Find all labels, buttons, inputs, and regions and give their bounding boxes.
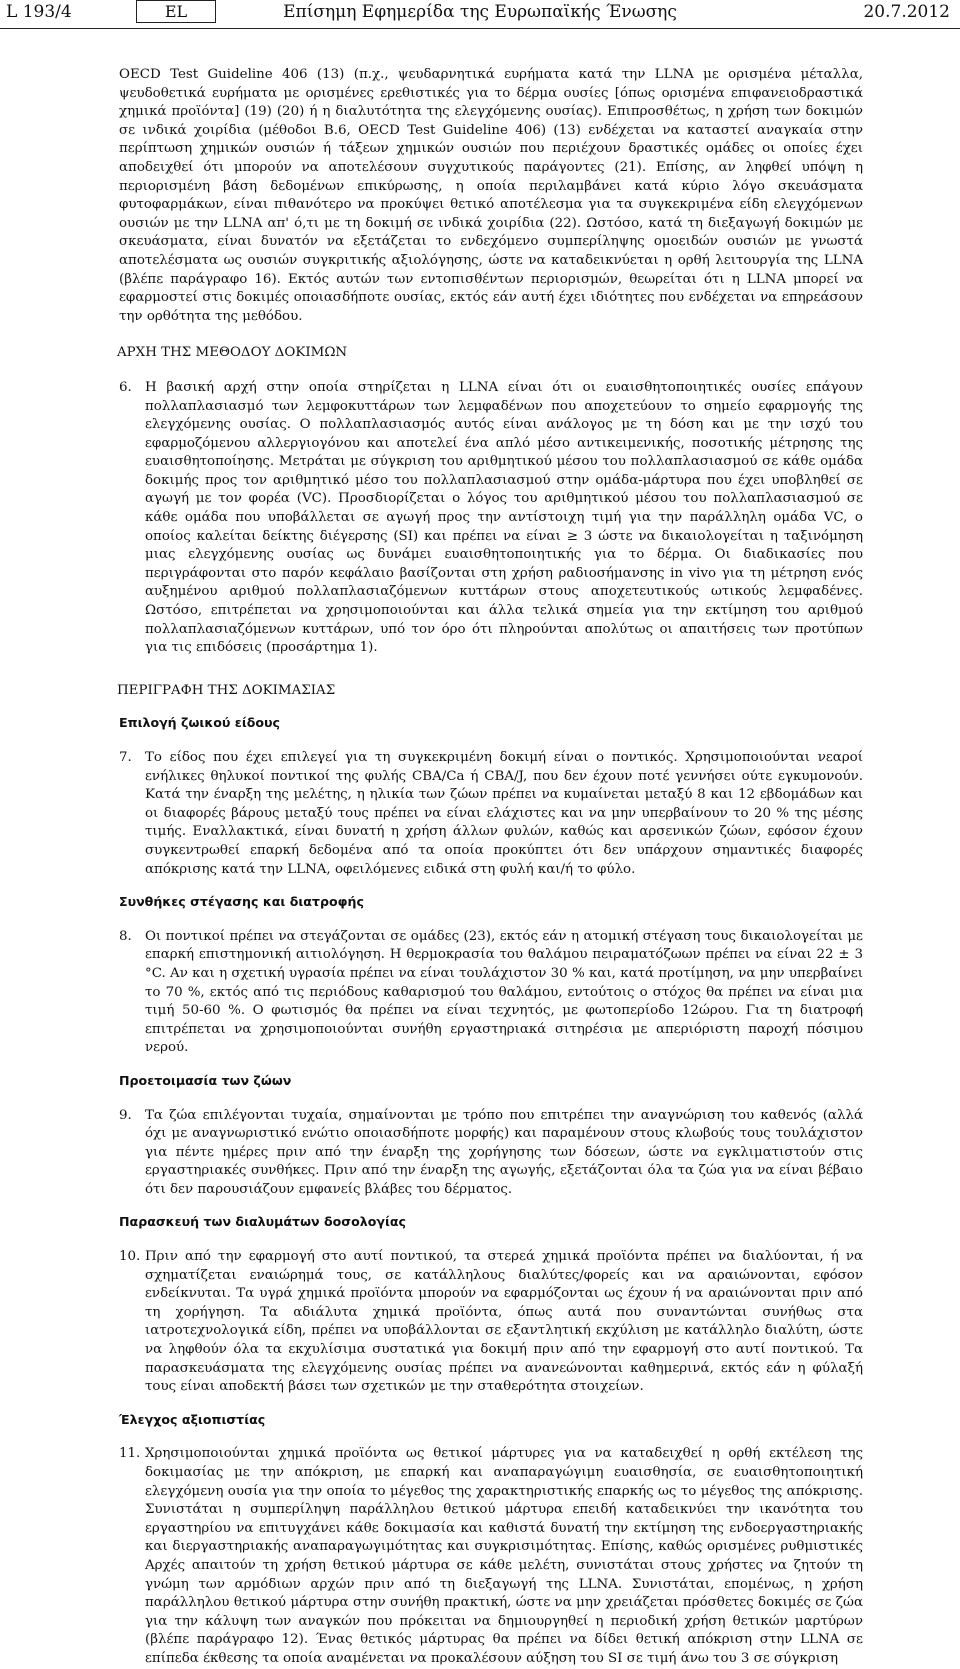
- subhead-reliability: Έλεγχος αξιοπιστίας: [119, 1411, 266, 1427]
- paragraph-number: 9.: [119, 1107, 132, 1123]
- paragraph-number: 8.: [119, 928, 132, 944]
- paragraph-11: [119, 1445, 863, 1668]
- subhead-dosing: Παρασκευή των διαλυμάτων δοσολογίας: [119, 1214, 406, 1230]
- paragraph-text: Η βασική αρχή στην οποία στηρίζεται η LLNA είναι ότι οι ευαισθητοποιητικές ουσίες επάγουν πολλαπλασιασμό των λεμφοκυττάρων των λεμφαδένων που αποχετεύουν το σημείο εφαρμογής της ελεγχόμενης ουσίας. Ο πολλαπλασιασμός αυτός είναι ανάλογος με τη δόση και με την ισχύ του εφαρμοζόμενου αλλεργιογόνου και αποτελεί ένα απλό μέσο αντικειμενικής, ποσοτικής μέτρησης της ευαισθητοποίησης. Μετράται με σύγκριση του αριθμητικού μέσου του πολλαπλασιασμού σε κάθε ομάδα δοκιμής προς τον αριθμητικό μέσο του πολλαπλασιασμού στην ομάδα-μάρτυρα που έχει υποβληθεί σε αγωγή με τον φορέα (VC). Προσδιορίζεται ο λόγος του αριθμητικού μέσου του πολλαπλασιασμού σε κάθε ομάδα που υποβάλλεται σε αγωγή προς την αντίστοιχη τιμή για την παράλληλη ομάδα VC, ο οποίος καλείται δείκτης διέγερσης (SI) και πρέπει να είναι ≥ 3 ώστε να δικαιολογείται η ταξινόμηση μιας ελεγχόμενης ουσίας ως δυνάμει ευαισθητοποιητικής για το δέρμα. Οι διαδικασίες που περιγράφονται στο παρόν κεφάλαιο βασίζονται στη χρήση ραδιοσήμανσης in vivo για τη μέτρηση ενός αυξημένου αριθμού πολλαπλασιαζόμενων κυττάρων στους αποχετευτικούς ωτικούς λεμφαδένες. Ωστόσο, επιτρέπεται να χρησιμοποιούνται και άλλα τελικά σημεία για την εκτίμηση του αριθμού πολλαπλασιαζόμενων κυττάρων, υπό τον όρο ότι πληρούνται απολύτως οι απαιτήσεις των προτύπων για τις επιδόσεις (προσάρτημα 1).: [145, 379, 863, 656]
- paragraph-text: Το είδος που έχει επιλεγεί για τη συγκεκριμένη δοκιμή είναι ο ποντικός. Χρησιμοποιούνται νεαροί ενήλικες θηλυκοί ποντικοί της φυλής CBA/Ca ή CBA/J, που δεν έχουν ποτέ γεννήσει ούτε εγκυμονούν. Κατά την έναρξη της μελέτης, η ηλικία των ζώων πρέπει να κυμαίνεται μεταξύ 8 και 12 εβδομάδων και οι διαφορές βάρους μεταξύ τους πρέπει να είναι ελάχιστες και να μην υπερβαίνουν το 20 % της μέσης τιμής. Εναλλακτικά, είναι δυνατή η χρήση άλλων φυλών, καθώς και αρσενικών ζώων, εφόσον έχουν συγκεντρωθεί επαρκή δεδομένα από τα οποία προκύπτει ότι δεν υπάρχουν σημαντικές διαφορές απόκρισης κατά την LLNA, οφειλόμενες ειδικά στη φυλή και/ή το φύλο.: [145, 750, 863, 877]
- paragraph-text: Οι ποντικοί πρέπει να στεγάζονται σε ομάδες (23), εκτός εάν η ατομική στέγαση τους δικαιολογείται με επαρκή επιστημονική αιτιολόγηση. Η θερμοκρασία του θαλάμου πειραματόζωων πρέπει να είναι 22 ± 3 °C. Αν και η σχετική υγρασία πρέπει να είναι τουλάχιστον 30 % και, κατά προτίμηση, να μην υπερβαίνει το 70 %, εκτός από τις περιόδους καθαρισμού του θαλάμου, εντούτοις ο στόχος θα πρέπει να είναι μια τιμή 50-60 %. Ο φωτισμός θα πρέπει να είναι τεχνητός, με φωτοπερίοδο 12ώρου. Για τη διατροφή επιτρέπεται να χρησιμοποιούνται συνήθη εργαστηριακά σιτηρέσια με απεριόριστη παροχή πόσιμου νερού.: [145, 928, 863, 1056]
- journal-title: Επίσημη Εφημερίδα της Ευρωπαϊκής Ένωσης: [283, 2, 677, 22]
- paragraph-text: Τα ζώα επιλέγονται τυχαία, σημαίνονται με τρόπο που επιτρέπει την αναγνώριση του καθενός (αλλά όχι με αναγνωριστικό ενώτιο οποιασδήποτε μορφής) και παραμένουν στους κλωβούς τους τουλάχιστον για πέντε ημέρες πριν από την έναρξη της χορήγησης των δόσεων, ώστε να εγκλιματιστούν στις εργαστηριακές συνθήκες. Πριν από την έναρξη της αγωγής, εξετάζονται όλα τα ζώα για να είναι βέβαιο ότι δεν παρουσιάζουν εμφανείς βλάβες του δέρματος.: [145, 1107, 863, 1197]
- paragraph-8: [119, 928, 863, 1058]
- paragraph-9: [119, 1107, 863, 1200]
- paragraph-6: [119, 379, 863, 658]
- publication-date: 20.7.2012: [863, 2, 950, 22]
- paragraph-number: 11.: [119, 1446, 141, 1462]
- section-title-description: ΠΕΡΙΓΡΑΦΗ ΤΗΣ ΔΟΚΙΜΑΣΙΑΣ: [117, 682, 336, 698]
- intro-paragraph: OECD Test Guideline 406 (13) (π.χ., ψευδαρνητικά ευρήματα κατά την LLNA με ορισμένα μέταλλα, ψευδοθετικά ευρήματα με ορισμένες ερεθιστικές για το δέρμα ουσίες [όπως ορισμένα επιφανειοδραστικά χημικά προϊόντα] (19) (20) ή η διαλυτότητα της ελεγχόμενης ουσίας). Επιπροσθέτως, η χρήση των δοκιμών σε ινδικά χοιρίδια (μέθοδοι B.6, OECD Test Guideline 406) (13) ενδέχεται να καταστεί αναγκαία στην περίπτωση χημικών ουσιών ή τάξεων χημικών ουσιών που περιέχουν δραστικές ομάδες οι οποίες έχει αποδειχθεί ότι μπορούν να αποτελέσουν συγχυτικούς παράγοντες (21). Επίσης, αν ληφθεί υπόψη η περιορισμένη βάση δεδομένων επικύρωσης, η οποία περιλαμβάνει κατά κύριο λόγο σκευάσματα φυτοφαρμάκων, είναι πιθανότερο να προκύψει θετικό αποτέλεσμα για τα συγκεκριμένα είδη ελεγχόμενων ουσιών με την LLNA απ' ό,τι με τη δοκιμή σε ινδικά χοιρίδια (22). Ωστόσο, κατά τη διεξαγωγή δοκιμών με σκευάσματα, είναι δυνατόν να εξετάζεται το ενδεχόμενο συμπερίληψης ομοειδών ουσιών με γνωστά αποτελέσματα ως ουσιών συγκριτικής αξιολόγησης, ώστε να καταδεικνύεται η ορθή λειτουργία της LLNA (βλέπε παράγραφο 16). Εκτός αυτών των εντοπισθέντων περιορισμών, θεωρείται ότι η LLNA μπορεί να εφαρμοστεί στις δοκιμές οποιασδήποτε ουσίας, εκτός εάν αυτή έχει ιδιότητες που ενδέχεται να επηρεάσουν την ορθότητα της μεθόδου.: [119, 67, 863, 324]
- page-number: L 193/4: [6, 2, 72, 22]
- paragraph-10: [119, 1248, 863, 1397]
- header-rule: [0, 28, 960, 29]
- paragraph-number: 7.: [119, 750, 132, 765]
- subhead-species: Επιλογή ζωικού είδους: [119, 715, 280, 731]
- paragraph-text: Πριν από την εφαρμογή στο αυτί ποντικού, τα στερεά χημικά προϊόντα πρέπει να διαλύονται, ή να σχηματίζεται εναιώρημά τους, σε κατάλληλους διαλύτες/φορείς και να αραιώνονται, εφόσον ενδείκνυται. Τα υγρά χημικά προϊόντα μπορούν να εφαρμόζονται ως έχουν ή να αραιώνονται πριν από τη χορήγηση. Τα αδιάλυτα χημικά προϊόντα, όπως αυτά που συναντώνται συνήθως στα ιατροτεχνολογικά είδη, πρέπει να υποβάλλονται σε εξαντλητική εκχύλιση με κατάλληλο διαλύτη, ώστε να ληφθούν όλα τα εκχυλίσιμα συστατικά για δοκιμή πριν από την εφαρμογή στο αυτί ποντικού. Τα παρασκευάσματα της ελεγχόμενης ουσίας πρέπει να ανανεώνονται καθημερινά, εκτός εάν η φύλαξή τους είναι αποδεκτή βάσει των σχετικών με την σταθερότητα στοιχείων.: [145, 1249, 863, 1395]
- language-badge: EL: [136, 0, 216, 23]
- subhead-housing: Συνθήκες στέγασης και διατροφής: [119, 894, 364, 910]
- paragraph-number: 6.: [119, 379, 132, 395]
- page-header: [0, 0, 960, 40]
- paragraph-7: [119, 749, 863, 879]
- paragraph-number: 10.: [119, 1249, 141, 1265]
- paragraph-text: Χρησιμοποιούνται χημικά προϊόντα ως θετικοί μάρτυρες για να καταδειχθεί η ορθή εκτέλεση της δοκιμασίας με την απόκριση, με επαρκή και αναπαραγώγιμη ευαισθησία, σε ευαισθητοποιητική ελεγχόμενη ουσία για την οποία το μέγεθος της χαρακτηριστικής επαρκής ως το μέγεθος της απόκρισης. Συνιστάται η συμπερίληψη παράλληλου θετικού μάρτυρα επειδή καταδεικνύει την ικανότητα του εργαστηρίου να επιτυγχάνει κάθε δοκιμασία και καθιστά δυνατή την εκτίμηση της ενδοεργαστηριακής και διεργαστηριακής αναπαραγωγιμότητας και συγκρισιμότητας. Επίσης, καθώς ορισμένες ρυθμιστικές Αρχές απαιτούν τη χρήση θετικού μάρτυρα σε κάθε μελέτη, συνιστάται στους χρήστες να ζητούν τη γνώμη των αρμόδιων αρχών πριν από τη διεξαγωγή της LLNA. Συνιστάται, επομένως, η χρήση παράλληλου θετικού μάρτυρα στην συνήθη πρακτική, ώστε να μην χρειάζεται πρόσθετες δοκιμές σε ζώα για την κάλυψη των αναγκών που πρόκειται να δημιουργηθεί η περιοδική χρήση θετικών μαρτύρων (βλέπε παράγραφο 12). Ένας θετικός μάρτυρας θα πρέπει να δίδει θετική απόκριση στην LLNA σε επίπεδα έκθεσης τα οποία αναμένεται να προκαλέσουν αύξηση του SI σε τιμή άνω του 3 σε σύγκριση: [145, 1446, 863, 1666]
- section-title-principle: ΑΡΧΗ ΤΗΣ ΜΕΘΟΔΟΥ ΔΟΚΙΜΩΝ: [117, 345, 348, 361]
- document-body: [119, 66, 863, 1669]
- subhead-preparation: Προετοιμασία των ζώων: [119, 1072, 292, 1088]
